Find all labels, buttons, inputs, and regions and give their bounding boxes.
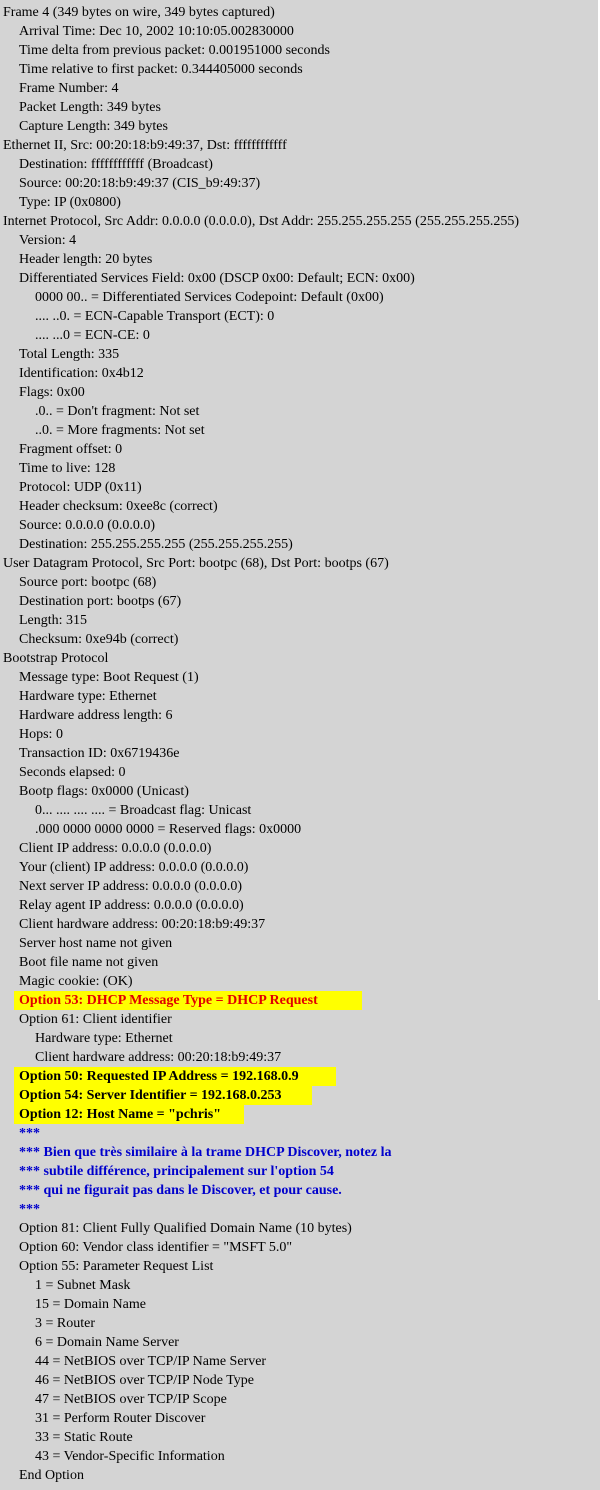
- field-label: 43 = Vendor-Specific Information: [35, 1449, 225, 1464]
- tree-line: [0, 630, 600, 649]
- field-label: Server host name not given: [19, 936, 173, 951]
- tree-line: [0, 535, 600, 554]
- tree-line: [0, 782, 600, 801]
- tree-line: [0, 1352, 600, 1371]
- annotation-comment-line: [0, 1124, 600, 1143]
- tree-line: [0, 725, 600, 744]
- tree-line: [0, 972, 600, 991]
- field-label: Identification: 0x4b12: [19, 366, 144, 381]
- field-label: 44 = NetBIOS over TCP/IP Name Server: [35, 1354, 267, 1369]
- tree-line: [0, 3, 600, 22]
- field-label: End Option: [19, 1468, 84, 1483]
- highlighted-option-line: [14, 1105, 244, 1124]
- tree-line: [0, 649, 600, 668]
- tree-line: [0, 478, 600, 497]
- field-label: Transaction ID: 0x6719436e: [19, 746, 180, 761]
- tree-line: [0, 326, 600, 345]
- field-label: Source: 0.0.0.0 (0.0.0.0): [19, 518, 156, 533]
- option-label: Option 50: Requested IP Address = 192.168.0.9: [19, 1069, 299, 1084]
- field-label: Hardware type: Ethernet: [35, 1031, 173, 1046]
- field-label: .0.. = Don't fragment: Not set: [35, 404, 200, 419]
- comment-text: ***: [19, 1126, 40, 1141]
- tree-line: [0, 231, 600, 250]
- highlighted-option-line: [14, 1086, 312, 1105]
- field-label: 15 = Domain Name: [35, 1297, 146, 1312]
- field-label: Destination port: bootps (67): [19, 594, 182, 609]
- tree-line: [0, 1314, 600, 1333]
- field-label: Client hardware address: 00:20:18:b9:49:37: [19, 917, 266, 932]
- tree-line: [0, 1238, 600, 1257]
- field-label: Option 81: Client Fully Qualified Domain Name (10 bytes): [19, 1221, 352, 1236]
- field-label: 31 = Perform Router Discover: [35, 1411, 206, 1426]
- field-label: Option 61: Client identifier: [19, 1012, 172, 1027]
- tree-line: [0, 1276, 600, 1295]
- field-label: Fragment offset: 0: [19, 442, 123, 457]
- field-label: Type: IP (0x0800): [19, 195, 121, 210]
- tree-line: [0, 516, 600, 535]
- field-label: Differentiated Services Field: 0x00 (DSCP 0x00: Default; ECN: 0x00): [19, 271, 415, 286]
- tree-line: [0, 1371, 600, 1390]
- tree-line: [0, 763, 600, 782]
- tree-line: [0, 1048, 600, 1067]
- field-label: Frame Number: 4: [19, 81, 119, 96]
- tree-line: [0, 1295, 600, 1314]
- tree-line: [0, 1333, 600, 1352]
- tree-line: [0, 250, 600, 269]
- field-label: Packet Length: 349 bytes: [19, 100, 161, 115]
- tree-line: [0, 1219, 600, 1238]
- field-label: Destination: 255.255.255.255 (255.255.255.255): [19, 537, 293, 552]
- tree-line: [0, 22, 600, 41]
- tree-line: [0, 953, 600, 972]
- tree-line: [0, 1257, 600, 1276]
- field-label: Source port: bootpc (68): [19, 575, 157, 590]
- option-label: Option 53: DHCP Message Type = DHCP Request: [19, 993, 318, 1008]
- tree-line: [0, 117, 600, 136]
- field-label: Length: 315: [19, 613, 88, 628]
- tree-line: [0, 288, 600, 307]
- field-label: Next server IP address: 0.0.0.0 (0.0.0.0): [19, 879, 243, 894]
- field-label: Header checksum: 0xee8c (correct): [19, 499, 218, 514]
- tree-line: [0, 1447, 600, 1466]
- option-label: Option 54: Server Identifier = 192.168.0.253: [19, 1088, 282, 1103]
- field-label: 3 = Router: [35, 1316, 95, 1331]
- annotation-comment-line: [0, 1181, 600, 1200]
- field-label: Boot file name not given: [19, 955, 159, 970]
- annotation-comment-line: [0, 1143, 600, 1162]
- tree-line: [0, 421, 600, 440]
- tree-line: [0, 915, 600, 934]
- field-label: Relay agent IP address: 0.0.0.0 (0.0.0.0): [19, 898, 244, 913]
- field-label: .... ..0. = ECN-Capable Transport (ECT): 0: [35, 309, 275, 324]
- comment-text: ***: [19, 1202, 40, 1217]
- field-label: Arrival Time: Dec 10, 2002 10:10:05.002830000: [19, 24, 294, 39]
- tree-line: [0, 592, 600, 611]
- tree-line: [0, 820, 600, 839]
- protocol-header: Bootstrap Protocol: [3, 651, 109, 666]
- field-label: Bootp flags: 0x0000 (Unicast): [19, 784, 189, 799]
- tree-line: [0, 440, 600, 459]
- field-label: 46 = NetBIOS over TCP/IP Node Type: [35, 1373, 254, 1388]
- field-label: 47 = NetBIOS over TCP/IP Scope: [35, 1392, 227, 1407]
- protocol-header: Internet Protocol, Src Addr: 0.0.0.0 (0.0.0.0), Dst Addr: 255.255.255.255 (255.255.255.255): [3, 214, 520, 229]
- tree-line: [0, 1466, 600, 1485]
- tree-line: [0, 212, 600, 231]
- tree-line: [0, 79, 600, 98]
- tree-line: [0, 193, 600, 212]
- field-label: Header length: 20 bytes: [19, 252, 153, 267]
- tree-line: [0, 98, 600, 117]
- tree-line: [0, 383, 600, 402]
- field-label: .... ...0 = ECN-CE: 0: [35, 328, 150, 343]
- field-label: 0... .... .... .... = Broadcast flag: Unicast: [35, 803, 252, 818]
- option-label: Option 12: Host Name = "pchris": [19, 1107, 222, 1122]
- tree-line: [0, 706, 600, 725]
- field-label: Capture Length: 349 bytes: [19, 119, 168, 134]
- tree-line: [0, 60, 600, 79]
- tree-line: [0, 269, 600, 288]
- tree-line: [0, 934, 600, 953]
- tree-line: [0, 554, 600, 573]
- tree-line: [0, 497, 600, 516]
- field-label: Option 55: Parameter Request List: [19, 1259, 214, 1274]
- field-label: Source: 00:20:18:b9:49:37 (CIS_b9:49:37): [19, 176, 261, 191]
- highlighted-option-line: [14, 991, 362, 1010]
- field-label: Time delta from previous packet: 0.001951000 seconds: [19, 43, 330, 58]
- tree-line: [0, 858, 600, 877]
- tree-line: [0, 744, 600, 763]
- field-label: Time relative to first packet: 0.344405000 seconds: [19, 62, 303, 77]
- tree-line: [0, 174, 600, 193]
- field-label: Destination: ffffffffffff (Broadcast): [19, 157, 213, 172]
- protocol-header: User Datagram Protocol, Src Port: bootpc (68), Dst Port: bootps (67): [3, 556, 389, 571]
- protocol-header: Frame 4 (349 bytes on wire, 349 bytes captured): [3, 5, 275, 20]
- comment-text: *** qui ne figurait pas dans le Discover, et pour cause.: [19, 1183, 342, 1198]
- comment-text: *** subtile différence, principalement sur l'option 54: [19, 1164, 334, 1179]
- protocol-header: Ethernet II, Src: 00:20:18:b9:49:37, Dst: ffffffffffff: [3, 138, 287, 153]
- field-label: Seconds elapsed: 0: [19, 765, 126, 780]
- field-label: Client hardware address: 00:20:18:b9:49:37: [35, 1050, 282, 1065]
- field-label: Time to live: 128: [19, 461, 116, 476]
- tree-line: [0, 668, 600, 687]
- field-label: Message type: Boot Request (1): [19, 670, 199, 685]
- field-label: Hops: 0: [19, 727, 63, 742]
- field-label: Hardware type: Ethernet: [19, 689, 157, 704]
- field-label: Version: 4: [19, 233, 77, 248]
- comment-text: *** Bien que très similaire à la trame DHCP Discover, notez la: [19, 1145, 392, 1160]
- tree-line: [0, 1029, 600, 1048]
- tree-line: [0, 687, 600, 706]
- tree-line: [0, 839, 600, 858]
- field-label: Option 60: Vendor class identifier = "MSFT 5.0": [19, 1240, 293, 1255]
- tree-line: [0, 1010, 600, 1029]
- field-label: Protocol: UDP (0x11): [19, 480, 142, 495]
- highlighted-option-line: [14, 1067, 336, 1086]
- field-label: 1 = Subnet Mask: [35, 1278, 131, 1293]
- tree-line: [0, 364, 600, 383]
- tree-line: [0, 402, 600, 421]
- tree-line: [0, 573, 600, 592]
- tree-line: [0, 41, 600, 60]
- field-label: Client IP address: 0.0.0.0 (0.0.0.0): [19, 841, 212, 856]
- field-label: 6 = Domain Name Server: [35, 1335, 179, 1350]
- annotation-comment-line: [0, 1200, 600, 1219]
- field-label: Flags: 0x00: [19, 385, 85, 400]
- annotation-comment-line: [0, 1162, 600, 1181]
- field-label: Hardware address length: 6: [19, 708, 173, 723]
- tree-line: [0, 801, 600, 820]
- field-label: Checksum: 0xe94b (correct): [19, 632, 179, 647]
- tree-line: [0, 136, 600, 155]
- tree-line: [0, 459, 600, 478]
- field-label: Your (client) IP address: 0.0.0.0 (0.0.0.0): [19, 860, 249, 875]
- tree-line: [0, 896, 600, 915]
- tree-line: [0, 1428, 600, 1447]
- tree-line: [0, 307, 600, 326]
- field-label: .000 0000 0000 0000 = Reserved flags: 0x0000: [35, 822, 302, 837]
- tree-line: [0, 1390, 600, 1409]
- tree-line: [0, 345, 600, 364]
- field-label: ..0. = More fragments: Not set: [35, 423, 205, 438]
- field-label: Magic cookie: (OK): [19, 974, 133, 989]
- tree-line: [0, 611, 600, 630]
- tree-line: [0, 877, 600, 896]
- tree-line: [0, 1409, 600, 1428]
- tree-line: [0, 155, 600, 174]
- field-label: Total Length: 335: [19, 347, 120, 362]
- field-label: 33 = Static Route: [35, 1430, 133, 1445]
- field-label: 0000 00.. = Differentiated Services Codepoint: Default (0x00): [35, 290, 384, 305]
